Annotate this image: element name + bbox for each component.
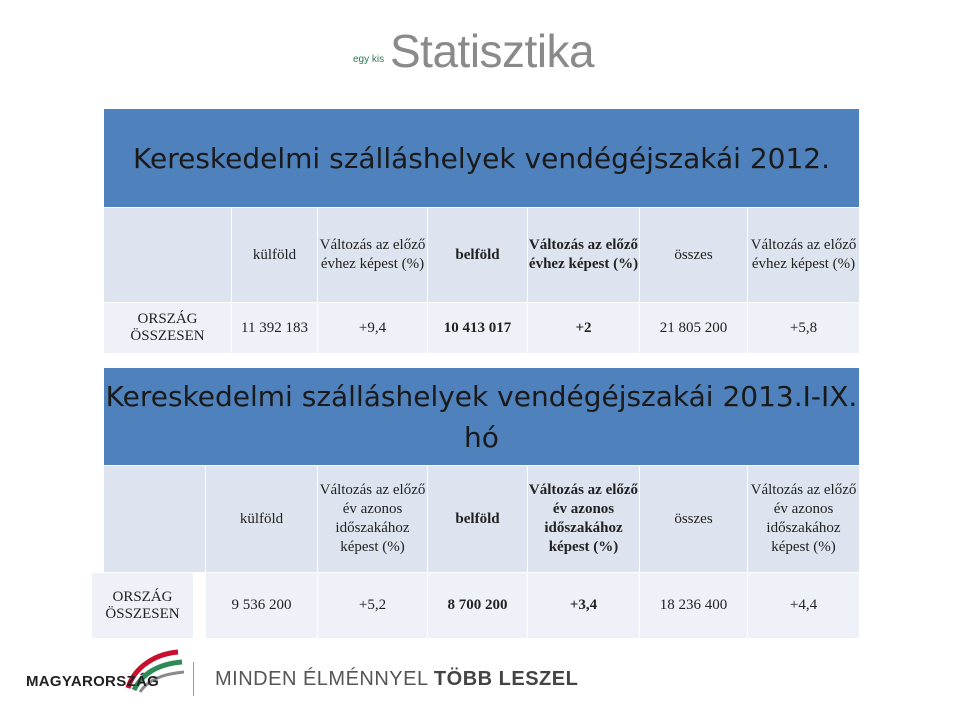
stats-table-2013 xyxy=(103,367,860,639)
subtitle-small: egy kis xyxy=(353,54,385,65)
stats-table-2012 xyxy=(103,108,860,354)
slogan-part-1: MINDEN ÉLMÉNNYEL xyxy=(215,668,428,690)
col-header: Változás az előző évhez képest (%) xyxy=(748,208,860,303)
col-header: belföld xyxy=(428,208,528,303)
cell-value: +3,4 xyxy=(528,573,640,639)
cell-value: 8 700 200 xyxy=(428,573,528,639)
cell-value: 11 392 183 xyxy=(232,303,318,354)
cell-value: +4,4 xyxy=(748,573,860,639)
cell-value: +9,4 xyxy=(318,303,428,354)
cell-value: 21 805 200 xyxy=(640,303,748,354)
slogan xyxy=(215,668,578,691)
country-logo-text: MAGYARORSZÁG xyxy=(26,673,160,690)
table-title: Kereskedelmi szálláshelyek vendégéjszakái 2013.I-IX. hó xyxy=(104,368,860,466)
header-empty xyxy=(104,208,232,303)
col-header: Változás az előző évhez képest (%) xyxy=(318,208,428,303)
slogan-part-2: TÖBB LESZEL xyxy=(433,668,579,690)
page-title: Statisztika xyxy=(390,25,595,77)
col-header: Változás az előző év azonos időszakához képest (%) xyxy=(318,466,428,573)
cell-value: +2 xyxy=(528,303,640,354)
cell-value: 10 413 017 xyxy=(428,303,528,354)
cell-value: 18 236 400 xyxy=(640,573,748,639)
cell-value: 9 536 200 xyxy=(206,573,318,639)
col-header: összes xyxy=(640,466,748,573)
row-label: ORSZÁG ÖSSZESEN xyxy=(104,303,232,354)
header-empty xyxy=(104,466,206,573)
col-header: külföld xyxy=(206,466,318,573)
col-header: Változás az előző év azonos időszakához képest (%) xyxy=(528,466,640,573)
row-label: ORSZÁG ÖSSZESEN xyxy=(92,573,194,639)
col-header: Változás az előző évhez képest (%) xyxy=(528,208,640,303)
footer-divider xyxy=(193,662,194,696)
col-header: összes xyxy=(640,208,748,303)
col-header: külföld xyxy=(232,208,318,303)
cell-value: +5,2 xyxy=(318,573,428,639)
table-title: Kereskedelmi szálláshelyek vendégéjszakái 2012. xyxy=(104,109,860,208)
col-header: Változás az előző év azonos időszakához képest (%) xyxy=(748,466,860,573)
cell-value: +5,8 xyxy=(748,303,860,354)
col-header: belföld xyxy=(428,466,528,573)
